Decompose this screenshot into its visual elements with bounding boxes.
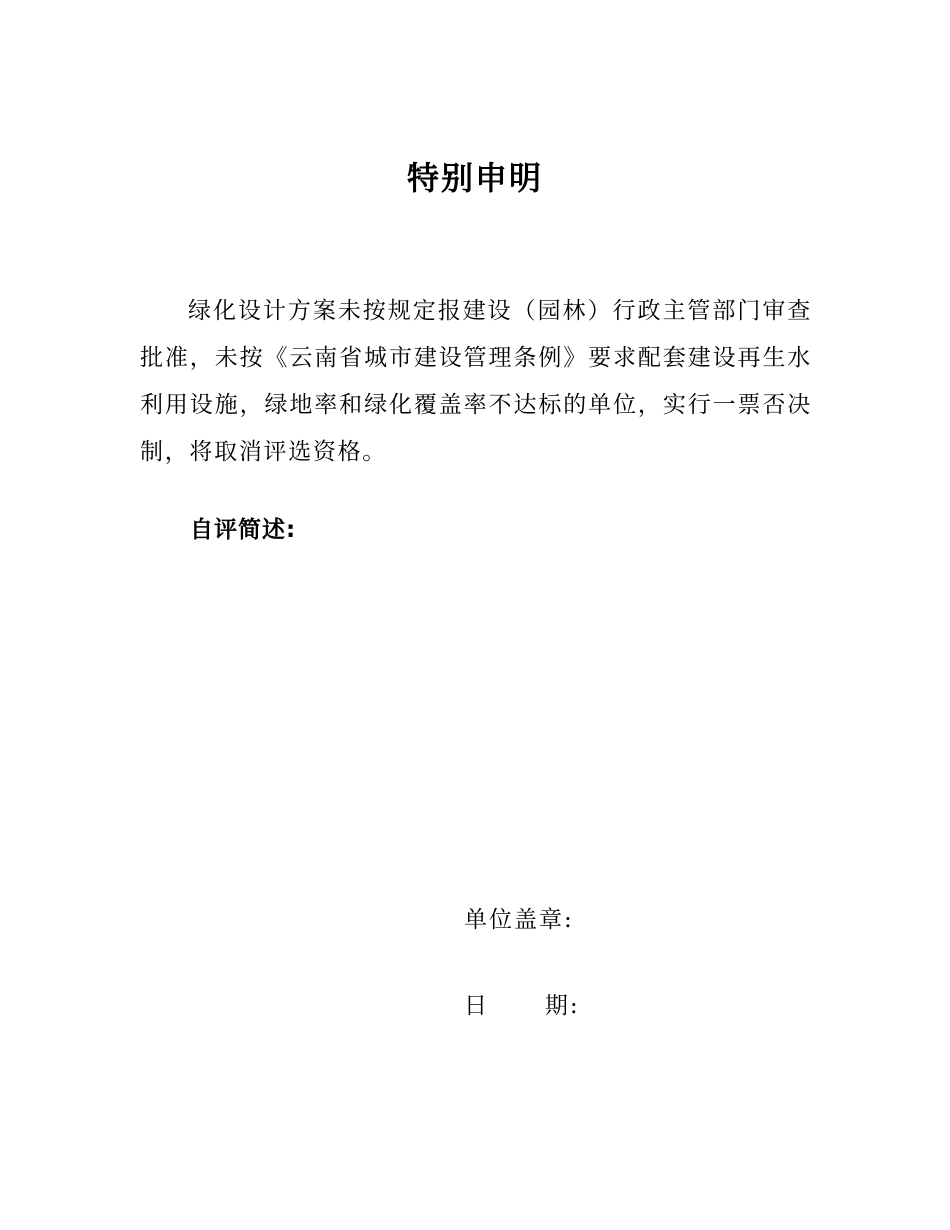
self-evaluation-label: 自评简述:: [190, 517, 297, 543]
statement-paragraph: 绿化设计方案未按规定报建设（园林）行政主管部门审查批准，未按《云南省城市建设管理条例》要求配套建设再生水利用设施，绿地率和绿化覆盖率不达标的单位，实行一票否决制，将取消评选资格。: [140, 298, 812, 465]
seal-label: 单位盖章:: [464, 907, 574, 933]
page-title: 特别申明: [406, 159, 543, 197]
date-label: 日 期:: [464, 993, 580, 1019]
